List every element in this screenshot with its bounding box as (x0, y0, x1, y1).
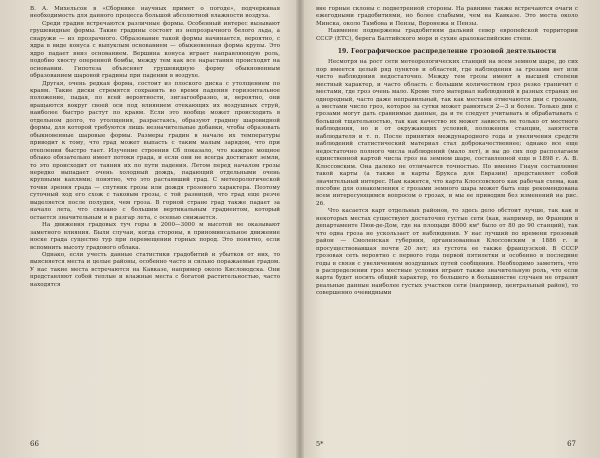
page-number: 67 (567, 440, 576, 448)
paragraph: Что касается карт отдельных районов, то здесь дело обстоит лучше, так как в некоторых местах существуют достаточно густые сети (как, например, во Франции в департаменте Пюи-де-Дом, где на площади 8000 км² было от 80 до 90 станций), так что одна гроза не ускользает от наблюдения. У нас лучший по времени грозовый район — Смоленская губерния, организованная Клоссовским в 1886 г. и просуществовавшая почти 20 лет; из густота ее также французской. В СССР грозовая сеть вероятно с первого года первой пятилетки и особенно в последние годы в связи с увеличением воздушных путей сообщения. Необходимо заметить, что в распределении гроз местные условия играют также значительную роль, что если карта будет носить общий характер, то большего в большинстве случаев не отразит реальные данные наиболее густых участков сети (например, центральный район), то совершенно очевидными (316, 208, 578, 297)
paragraph: вне горные склоны с подветренной стороны. На равнине также встречаются очаги с ежегодными градобитиями, но более слабыми, чем на Кавказе. Это места около Минска, около Тамбова и Пензы, Воронежа и Пензы. (316, 6, 578, 27)
left-page (0, 0, 298, 458)
paragraph: В. А. Михельсон в «Сборнике научных примет о погоде», подчеркивая необходимость для данного процесса большой абсолютной влажности воздуха. (30, 6, 280, 20)
paragraph: Наименее подвержены градобитиям дальний север европейской территории СССР (ЕТС), берега Балтийского моря и сухие аралокаспийские степи. (316, 28, 578, 42)
paragraph: На движения градовых туч горы в 2000—3000 м высотой не оказывают заметного влияния. Были случаи, когда стороны, в приноминсальное движение носке града существо тур при перемещении горных пород. Это понятно, если вспомнить высоту градового облака. (30, 222, 280, 251)
page-number: 66 (30, 440, 39, 448)
paragraph: Другая, очень редкая форма, состоит из плоского диска с утолщением по краям. Такие диски стремятся сохранить во время падения горизонтальное положение, падая, по всей вероятности, зигзагообразно, и, вероятно, они вращаются вокруг своей оси под влиянием отекающих их воздушных струй, наиболее быстро растут по краям. Если это вообще может происходить в отдельном долго, то утолщения, разрастаясь, образуют градину шаровидной формы, для которой требуются лишь незначительные добавки, чтобы образовать обыкновенные шаровые формы. Размеры градин в начале их температуры приводит к тому, что град может выпасть с таким малым зарядом, что при отеплении быстро тает. Изучение строения Сб показало, что каждое мощное облако обязательно имеет потоки града, и если они не всегда достигают земли, то это происходит от таяния их по пути падения. Летом перед началом грозы нередко выпадает очень холодный дождь, падающий отдельными очень крупными каплями; понятно, что это растаявший град. С метеорологической точки зрения града — спутник грозы или дождя грозового характера. Поэтому суточный ход его схож с таковым грозы, с той разницей, что град еще резче выделяется после полудня, чем гроза. В горной стране град также падает за начало лета, что связано с большим вертикальным градиентом, который остается значительным и в разгар лета, с осенью снижается. (30, 80, 280, 221)
right-page (302, 0, 600, 458)
paragraph: Несмотря на рост сети метеорологических станций на всем земном шаре, до сих пор имеется целый ряд пунктов и областей, где наблюдения за грозами нет или чисто наблюдения недостаточно. Между тем грозы имеют в высшей степени местный характер, и часто область с большим количеством гроз резко граничит с местами, где гроз очень мало. Кроме того материал наблюдений в разных странах не однородный, часто даже неправильный, так как местами отмечаются дни с грозами, а местами число гроз, которое за сутки может равняться 2—3 и более. Только дни с грозами могут дать сравнимые данные, да и те следует учитывать и обрабатывать с большой тщательностью, так как качество их может зависеть не только от местного наблюдения, но и от окружающих условий, положения станции, занятости наблюдателя и т. п. После принятия международного года и увеличения средств наблюдений статистический материал стал доброкачественнее; однако все еще недостаточно полного числа наблюдений (мало лет), и вы до сих пор располагаем единственной картой числа гроз на земном шаре, составленной еще в 1898 г. А. В. Клоссовским. Она далеко не отличается точностью. По именно Гнаун составление такой карты (а также и карты Брукса для Евразии) представляет собой значительный интерес. Нам кажется, что карта Клоссовского как рабочая схема, как пособие для ознакомления с грозами земного шара может быть еще рекомендована всем интересующимся вопросом о грозах, и мы ее приводим без изменений на рис. 26. (316, 59, 578, 207)
paragraph: Среди градин встречаются различные формы. Особенный интерес вызывают грушевидные формы. Такие градины состоят из непрозрачного белого льда, а снаружи — из прозрачного. Образование такой формы начинается, вероятно, с ядра в виде конуса с выпуклым основанием — обыкновенная форма крупы. Это ядро падает вниз основанием. Вершина конуса играет направляющую роль, подобно хвосту оперенной бомбы, между тем как все нарастания происходят на основании. Гипотеза объясняет грушевидную форму обыкновенным образованием шаровой градины при падении в воздухе. (30, 20, 280, 80)
section-heading: 19. Географическое распределение грозовой деятельности (337, 48, 557, 56)
left-page-text (30, 6, 280, 289)
paragraph: Однако, если учесть данные статистики градобитий и убытков от них, то выясняется места и целые районы, особенно часто и сильно поражаемые градом. У нас такие места встречаются на Кавказе, например около Кисловодска. Они представляют собой теплые и влажные места с богатой растительностью, часто находятся (30, 251, 280, 288)
right-page-text (316, 6, 578, 298)
signature-mark: 5* (316, 440, 324, 448)
